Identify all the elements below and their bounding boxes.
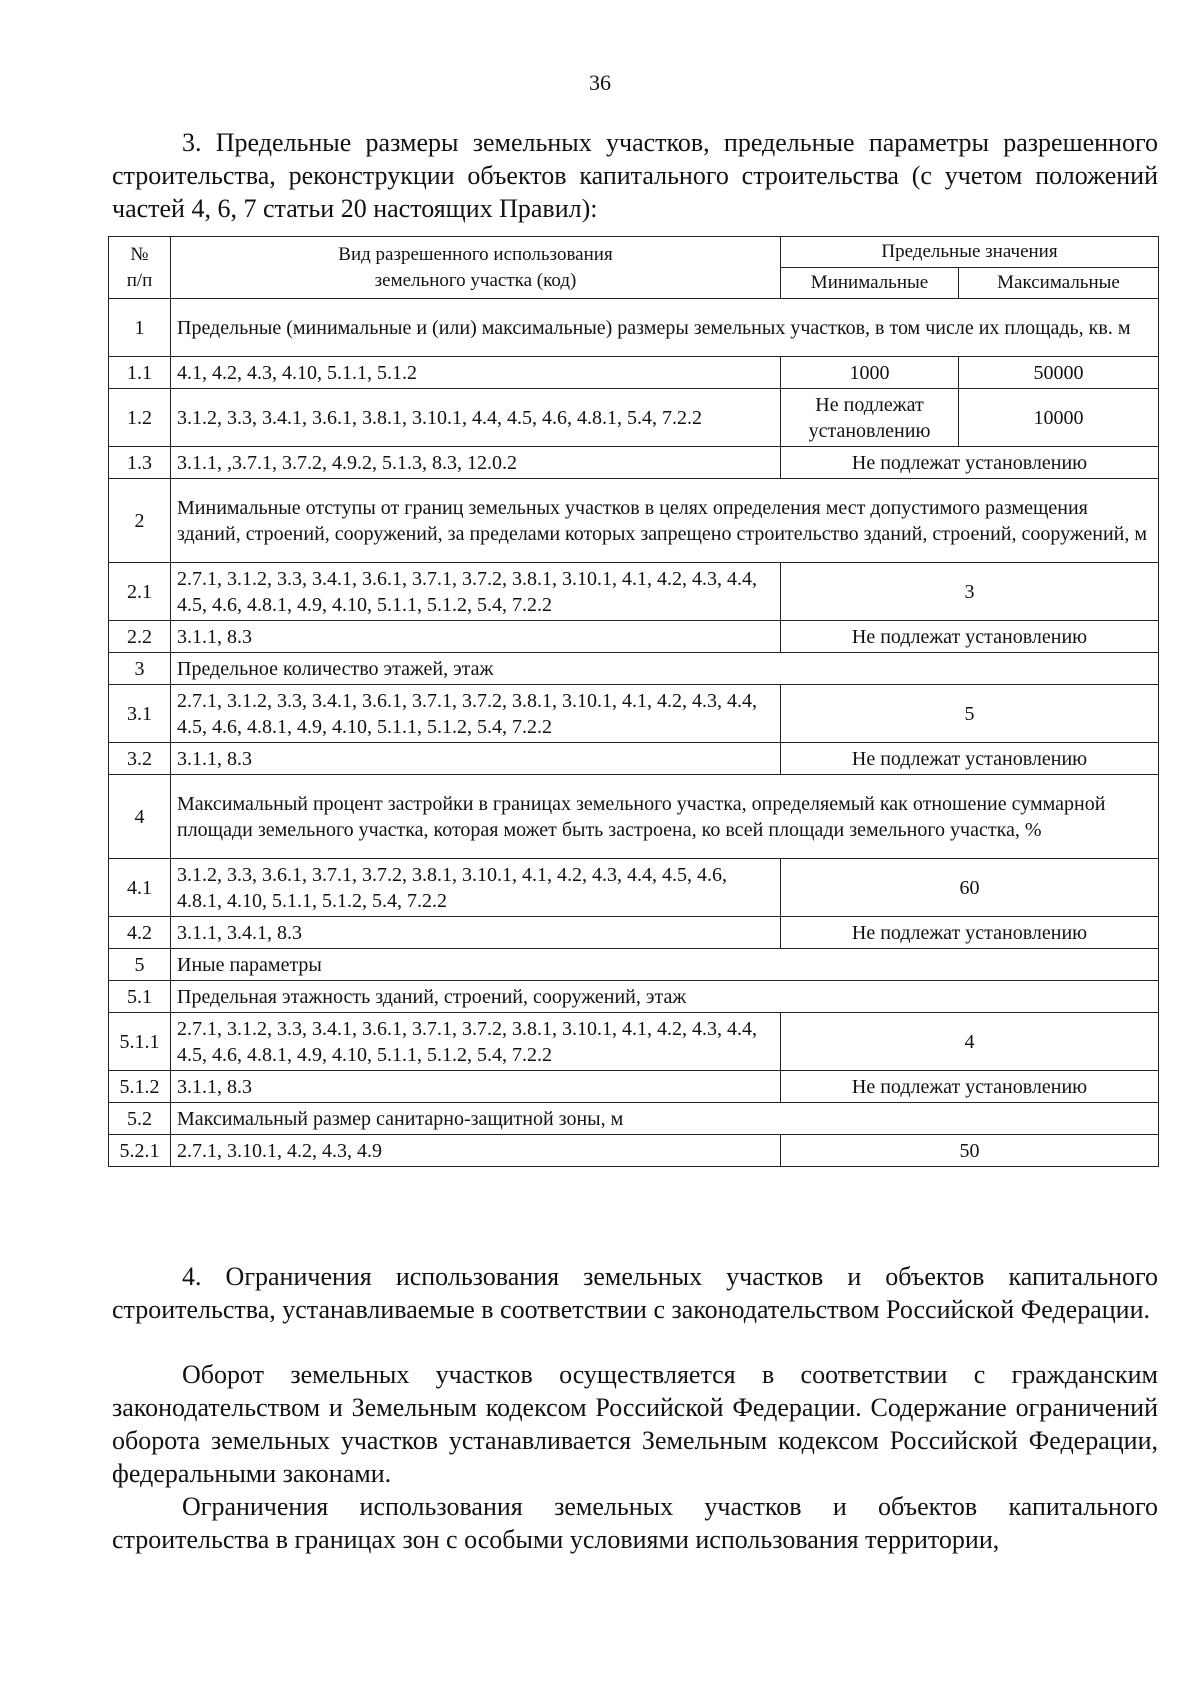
use-codes-cell: 3.1.1, 3.4.1, 8.3 (171, 917, 781, 949)
table-row (109, 357, 1159, 389)
section-title-cell: Предельное количество этажей, этаж (171, 653, 1159, 685)
limit-value-cell: Не подлежат установлению (781, 447, 1159, 479)
table-row (109, 447, 1159, 479)
row-number: 5.1 (109, 981, 171, 1013)
limit-value-cell: Не подлежат установлению (781, 743, 1159, 775)
table-header (109, 237, 1159, 299)
table-row (109, 1103, 1159, 1135)
table-row (109, 743, 1159, 775)
section-title-cell: Минимальные отступы от границ земельных участков в целях определения мест допустимого размещения зданий, строений, сооружений, за пределами которых запрещено строительство зданий, строений, сооружений, м (171, 479, 1159, 563)
row-number: 1 (109, 299, 171, 357)
row-number: 3.1 (109, 685, 171, 743)
row-number: 5.2.1 (109, 1135, 171, 1167)
table-row (109, 563, 1159, 621)
table-row (109, 299, 1159, 357)
max-value-cell: 10000 (959, 389, 1159, 447)
table-row (109, 653, 1159, 685)
limit-value-cell: 50 (781, 1135, 1159, 1167)
row-number: 4 (109, 775, 171, 859)
table-row (109, 859, 1159, 917)
section-title-cell: Максимальный процент застройки в границах земельного участка, определяемый как отношение суммарной площади земельного участка, которая может быть застроена, ко всей площади земельного участка, % (171, 775, 1159, 859)
use-codes-cell: 4.1, 4.2, 4.3, 4.10, 5.1.1, 5.1.2 (171, 357, 781, 389)
table-row (109, 1071, 1159, 1103)
min-value-cell: 1000 (781, 357, 959, 389)
section-title-cell: Предельные (минимальные и (или) максимальные) размеры земельных участков, в том числе их площадь, кв. м (171, 299, 1159, 357)
row-number: 4.1 (109, 859, 171, 917)
limit-value-cell: 3 (781, 563, 1159, 621)
table-row (109, 775, 1159, 859)
table-row (109, 479, 1159, 563)
paragraph-turnover: Оборот земельных участков осуществляется в соответствии с гражданским законодательством и Земельным кодексом Российской Федерации. Содержание ограничений оборота земельных участков устанавливается Земельным кодексом Российской Федерации, федеральными законами. (112, 1360, 1158, 1488)
section-title-cell: Предельная этажность зданий, строений, сооружений, этаж (171, 981, 1159, 1013)
max-value-cell: 50000 (959, 357, 1159, 389)
header-num: № п/п (109, 237, 171, 299)
row-number: 4.2 (109, 917, 171, 949)
table-body (109, 299, 1159, 1167)
row-number: 1.1 (109, 357, 171, 389)
use-codes-cell: 2.7.1, 3.1.2, 3.3, 3.4.1, 3.6.1, 3.7.1, 3.7.2, 3.8.1, 3.10.1, 4.1, 4.2, 4.3, 4.4, 4.5, 4.6, 4.8.1, 4.9, 4.10, 5.1.1, 5.1.2, 5.4, 7.2.2 (171, 1013, 781, 1071)
row-number: 5.2 (109, 1103, 171, 1135)
section-4-heading: 4. Ограничения использования земельных участков и объектов капитального строительства, устанавливаемые в соответствии с законодательством Российской Федерации. (112, 1262, 1158, 1324)
limit-value-cell: Не подлежат установлению (781, 621, 1159, 653)
table-row (109, 685, 1159, 743)
use-codes-cell: 3.1.2, 3.3, 3.4.1, 3.6.1, 3.8.1, 3.10.1, 4.4, 4.5, 4.6, 4.8.1, 5.4, 7.2.2 (171, 389, 781, 447)
header-limits: Предельные значения (781, 237, 1159, 268)
header-kind: Вид разрешенного использования земельного участка (код) (171, 237, 781, 299)
row-number: 3.2 (109, 743, 171, 775)
table-row (109, 389, 1159, 447)
section-3-heading: 3. Предельные размеры земельных участков, предельные параметры разрешенного строительства, реконструкции объектов капитального строительства (с учетом положений частей 4, 6, 7 статьи 20 настоящих Правил): (112, 128, 1158, 223)
header-min: Минимальные (781, 268, 959, 299)
paragraph-limits: Ограничения использования земельных участков и объектов капитального строительства в границах зон с особыми условиями использования территории, (112, 1492, 1158, 1554)
row-number: 2.1 (109, 563, 171, 621)
row-number: 1.2 (109, 389, 171, 447)
use-codes-cell: 2.7.1, 3.10.1, 4.2, 4.3, 4.9 (171, 1135, 781, 1167)
limit-value-cell: Не подлежат установлению (781, 917, 1159, 949)
row-number: 3 (109, 653, 171, 685)
use-codes-cell: 3.1.1, 8.3 (171, 743, 781, 775)
limit-value-cell: 4 (781, 1013, 1159, 1071)
use-codes-cell: 3.1.2, 3.3, 3.6.1, 3.7.1, 3.7.2, 3.8.1, 3.10.1, 4.1, 4.2, 4.3, 4.4, 4.5, 4.6, 4.8.1, 4.10, 5.1.1, 5.1.2, 5.4, 7.2.2 (171, 859, 781, 917)
use-codes-cell: 3.1.1, 8.3 (171, 1071, 781, 1103)
limits-table (108, 236, 1159, 1167)
row-number: 5.1.2 (109, 1071, 171, 1103)
limit-value-cell: 60 (781, 859, 1159, 917)
table-row (109, 1013, 1159, 1071)
limit-value-cell: 5 (781, 685, 1159, 743)
min-value-cell: Не подлежат установлению (781, 389, 959, 447)
table-row (109, 917, 1159, 949)
section-title-cell: Максимальный размер санитарно-защитной зоны, м (171, 1103, 1159, 1135)
table-row (109, 1135, 1159, 1167)
use-codes-cell: 3.1.1, ,3.7.1, 3.7.2, 4.9.2, 5.1.3, 8.3, 12.0.2 (171, 447, 781, 479)
use-codes-cell: 3.1.1, 8.3 (171, 621, 781, 653)
row-number: 1.3 (109, 447, 171, 479)
page-number: 36 (589, 70, 611, 95)
row-number: 5 (109, 949, 171, 981)
table-row (109, 981, 1159, 1013)
table-row (109, 621, 1159, 653)
limit-value-cell: Не подлежат установлению (781, 1071, 1159, 1103)
use-codes-cell: 2.7.1, 3.1.2, 3.3, 3.4.1, 3.6.1, 3.7.1, 3.7.2, 3.8.1, 3.10.1, 4.1, 4.2, 4.3, 4.4, 4.5, 4.6, 4.8.1, 4.9, 4.10, 5.1.1, 5.1.2, 5.4, 7.2.2 (171, 685, 781, 743)
section-title-cell: Иные параметры (171, 949, 1159, 981)
table-row (109, 949, 1159, 981)
row-number: 2 (109, 479, 171, 563)
row-number: 5.1.1 (109, 1013, 171, 1071)
use-codes-cell: 2.7.1, 3.1.2, 3.3, 3.4.1, 3.6.1, 3.7.1, 3.7.2, 3.8.1, 3.10.1, 4.1, 4.2, 4.3, 4.4, 4.5, 4.6, 4.8.1, 4.9, 4.10, 5.1.1, 5.1.2, 5.4, 7.2.2 (171, 563, 781, 621)
header-max: Максимальные (959, 268, 1159, 299)
row-number: 2.2 (109, 621, 171, 653)
